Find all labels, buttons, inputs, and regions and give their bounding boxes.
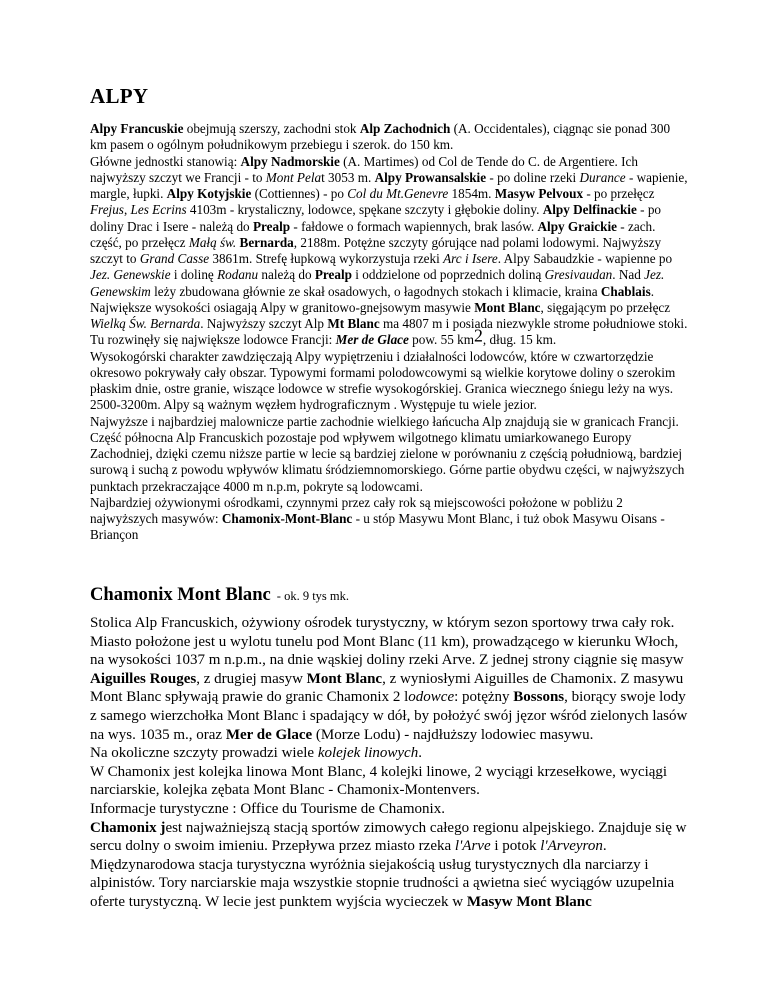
italic-text: Frejus: [90, 202, 124, 218]
text-run: , z drugiej masyw: [196, 670, 307, 687]
paragraph: [90, 744, 690, 763]
section-subtitle: - ok. 9 tys mk.: [276, 589, 350, 603]
bold-text: Masyw Mont Blanc: [466, 893, 592, 910]
section-title: Chamonix Mont Blanc: [90, 584, 271, 605]
paragraph: [90, 349, 690, 414]
section-heading: [90, 584, 349, 606]
text-run: - po doline rzeki: [486, 169, 580, 185]
text-run: - fałdowe o formach wapiennych, brak lasów.: [290, 218, 538, 234]
italic-text: Wielką Św. Bernarda: [90, 316, 201, 331]
text-run: est najważniejszą stacją sportów zimowych całego regionu alpejskiego. Znajduje się w sercu dolny o swoim imieniu. Przepływa przez miasto rzeka: [90, 819, 687, 855]
text-run: - wapienie, margle, łupki.: [90, 169, 688, 201]
italic-text: Rodanu: [217, 267, 259, 283]
text-run: i dolinę: [170, 267, 218, 283]
text-run: (A. Martimes) od Col de Tende do C. de Argentiere. Ich najwyższy szczyt we Francji - to: [90, 153, 638, 185]
bold-text: Alpy Nadmorskie: [240, 153, 340, 169]
text-run: Najbardziej ożywionymi ośrodkami, czynnymi przez cały rok są miejscowości położone w pobliżu 2 najwyższych masywów:: [90, 494, 623, 526]
bold-text: Alpy Kotyjskie: [166, 186, 252, 201]
text-run: Największe wysokości osiagają Alpy w granitowo-gnejsowym masywie: [90, 299, 475, 315]
bold-text: Mont Blanc: [306, 670, 383, 687]
text-run: należą do: [258, 267, 315, 283]
text-run: - po doliny Drac i Isere - należą do: [90, 202, 662, 234]
text-run: , dług. 15 km.: [482, 332, 557, 348]
bold-text: Alpy Graickie: [537, 218, 617, 234]
text-run: leży zbudowana głównie ze skał osadowych, o łagodnych stokach i klimacie, kraina: [150, 283, 601, 299]
bold-text: Mont Blanc: [474, 299, 541, 315]
bold-text: Chamonix-Mont-Blanc: [221, 511, 353, 526]
text-run: (Morze Lodu) - najdłuższy lodowiec masywu.: [312, 726, 594, 743]
paragraph: [90, 495, 690, 544]
text-run: - po przełęcz: [583, 186, 655, 201]
italic-text: kolejek linowych: [317, 745, 419, 762]
text-run: t 3053 m.: [321, 169, 375, 185]
bold-text: Masyw Pelvoux: [494, 186, 584, 201]
text-run: ,: [123, 202, 131, 218]
text-run: Informacje turystyczne : Office du Tourisme de Chamonix.: [90, 800, 445, 817]
text-run: : potężny: [454, 689, 514, 706]
paragraph: [90, 154, 690, 300]
bold-text: Alp Zachodnich: [359, 121, 451, 136]
paragraph: [90, 300, 690, 349]
bold-text: Alpy Prowansalskie: [374, 169, 487, 185]
text-run: obejmują szerszy, zachodni stok: [183, 121, 360, 136]
text-run: Miasto położone jest u wylotu tunelu pod Mont Blanc (11 km), prowadzącego w kierunku Włoch, na wysokości 1037 m n.p.m., na dnie wąskiej doliny rzeki Arve. Z jednej strony ciągnie się masyw: [90, 633, 684, 669]
paragraph: [90, 633, 690, 745]
text-run: Stolica Alp Francuskich, ożywiony ośrodek turystyczny, w którym sezon sportowy trwa cały rok.: [90, 615, 675, 631]
section-alpy-text: [90, 121, 690, 544]
text-run: W Chamonix jest kolejka linowa Mont Blanc, 4 kolejki linowe, 2 wyciągi krzesełkowe, wyciągi narciarskie, kolejka zębata Mont Blanc - Chamonix-Montenvers.: [90, 763, 668, 799]
page-title: ALPY: [90, 84, 149, 108]
italic-text: l'Arve: [454, 838, 491, 855]
bold-text: Chablais: [600, 283, 651, 299]
text-run: Wysokogórski charakter zawdzięczają Alpy wypiętrzeniu i działalności lodowców, które w czwartorzędzie okresowo pokrywały cały obszar. Typowymi formami polodowcowymi są wielkie korytowe doliny o szerokim płaskim dnie, ostre granie, wiszące lodowce w strefie wysokogórskiej. Granica wiecznego śniegu leży na wys. 2500-3200m. Alpy są ważnym węzłem hydrograficznym . Występuje tu wiele jezior.: [90, 348, 676, 413]
text-run: , sięgającym po przełęcz: [540, 299, 671, 315]
text-run: .: [418, 745, 422, 762]
italic-text: Arc i Isere: [443, 251, 498, 266]
text-run: . Międzynarodowa stacja turystyczna wyróżnia siejakością usług turystycznych dla narciarzy i alpinistów. Tory narciarskie maja wszystkie stopnie trudności a ąwietna sieć wyciągów uzupelnia oferte turystyczną. W lecie jest punktem wyjścia wycieczek w: [90, 838, 675, 910]
paragraph: [90, 614, 690, 633]
bold-text: Mt Blanc: [327, 316, 380, 331]
italic-text: Durance: [579, 169, 626, 185]
text-run: 1854m.: [448, 186, 495, 201]
text-run: ma 4807 m i posiada niezwykle strome południowe stoki. Tu rozwinęły się największe lodowce Francji:: [90, 316, 688, 348]
italic-text: Gresivaudan: [544, 267, 613, 283]
text-run: Najwyższe i najbardziej malownicze partie zachodnie wielkiego łańcucha Alp znajdują sie w granicach Francji. Część północna Alp Francuskich pozostaje pod wpływem wilgotnego klimatu umiarkowanego Europy Zachodniej, dzięki czemu niższe partie w lecie są bardziej zielone w porównaniu z częścią południową, bardziej surową i suchą z powodu wpływów klimatu śródziemnomorskiego. Górne partie obydwu części, w najwyższych punktach przekraczające 4000 m n.p.m, pokryte są lodowcami.: [90, 413, 685, 494]
italic-text: Mont Pela: [265, 169, 322, 185]
bold-text: Alpy Delfinackie: [542, 202, 637, 218]
bold-text: Mer de Glace: [225, 726, 313, 743]
text-run: i potok: [490, 838, 541, 855]
text-run: Główne jednostki stanowią:: [90, 153, 241, 169]
italic-text: Jez. Genewskie: [90, 267, 171, 283]
bold-text: Prealp: [252, 218, 291, 234]
text-run: (A. Occidentales), ciągnąc sie ponad 300 km pasem o ogólnym południkowym przebiegu i szerok. do 150 km.: [90, 121, 671, 153]
text-run: - u stóp Masywu Mont Blanc, i tuż obok Masywu Oisans - Briançon: [90, 511, 665, 543]
bold-text: Prealp: [314, 267, 352, 283]
text-run: , z wyniosłymi Aiguilles de Chamonix. Z masywu Mont Blanc spływają prawie do granic Chamonix 2 l: [90, 670, 684, 706]
paragraph: [90, 414, 690, 495]
paragraph: [90, 819, 690, 912]
superscript: 2: [473, 325, 483, 346]
italic-text: Col du Mt.Genevre: [347, 186, 449, 201]
italic-text: Grand Casse: [139, 251, 210, 266]
bold-text: Alpy Francuskie: [90, 121, 184, 136]
paragraph: [90, 763, 690, 800]
text-run: 4103m - krystaliczny, lodowce, spękane szczyty i głębokie doliny.: [186, 202, 543, 218]
text-run: . Alpy Sabaudzkie - wapienne po: [497, 251, 673, 266]
bold-italic-text: Mer de Glace: [335, 332, 409, 348]
text-run: . Nad: [612, 267, 645, 283]
text-run: (Cottiennes) - po: [251, 186, 348, 201]
text-run: i oddzielone od poprzednich doliną: [352, 267, 545, 283]
text-run: .: [650, 283, 654, 299]
bold-text: Bernarda: [239, 234, 294, 250]
text-run: , biorący swoje lody z samego wierzchołka Mont Blanc i spadający w dół, by położyć swój jęzor wśród zielonych lasów na wys. 1035 m., oraz: [90, 689, 688, 743]
bold-text: Aiguilles Rouges: [90, 670, 197, 687]
text-run: , 2188m. Potężne szczyty górujące nad polami lodowymi. Najwyższy szczyt to: [90, 234, 662, 266]
text-run: pow. 55 km: [408, 332, 474, 348]
italic-text: Małą św.: [188, 234, 237, 250]
section-chamonix-text: [90, 614, 690, 912]
italic-text: odowce: [408, 689, 455, 706]
italic-text: Les Ecrins: [130, 202, 187, 218]
italic-text: Jez. Genewskim: [90, 267, 665, 299]
bold-text: Bossons: [513, 689, 565, 706]
text-run: . Najwyższy szczyt Alp: [200, 316, 328, 331]
bold-text: Chamonix j: [90, 819, 166, 836]
text-run: Na okoliczne szczyty prowadzi wiele: [90, 745, 318, 762]
paragraph: [90, 800, 690, 819]
text-run: 3861m. Strefę łupkową wykorzystuja rzeki: [209, 251, 444, 266]
text-run: - zach. część, po przełęcz: [90, 218, 656, 250]
italic-text: l'Arveyron: [540, 838, 603, 855]
paragraph: [90, 121, 690, 154]
